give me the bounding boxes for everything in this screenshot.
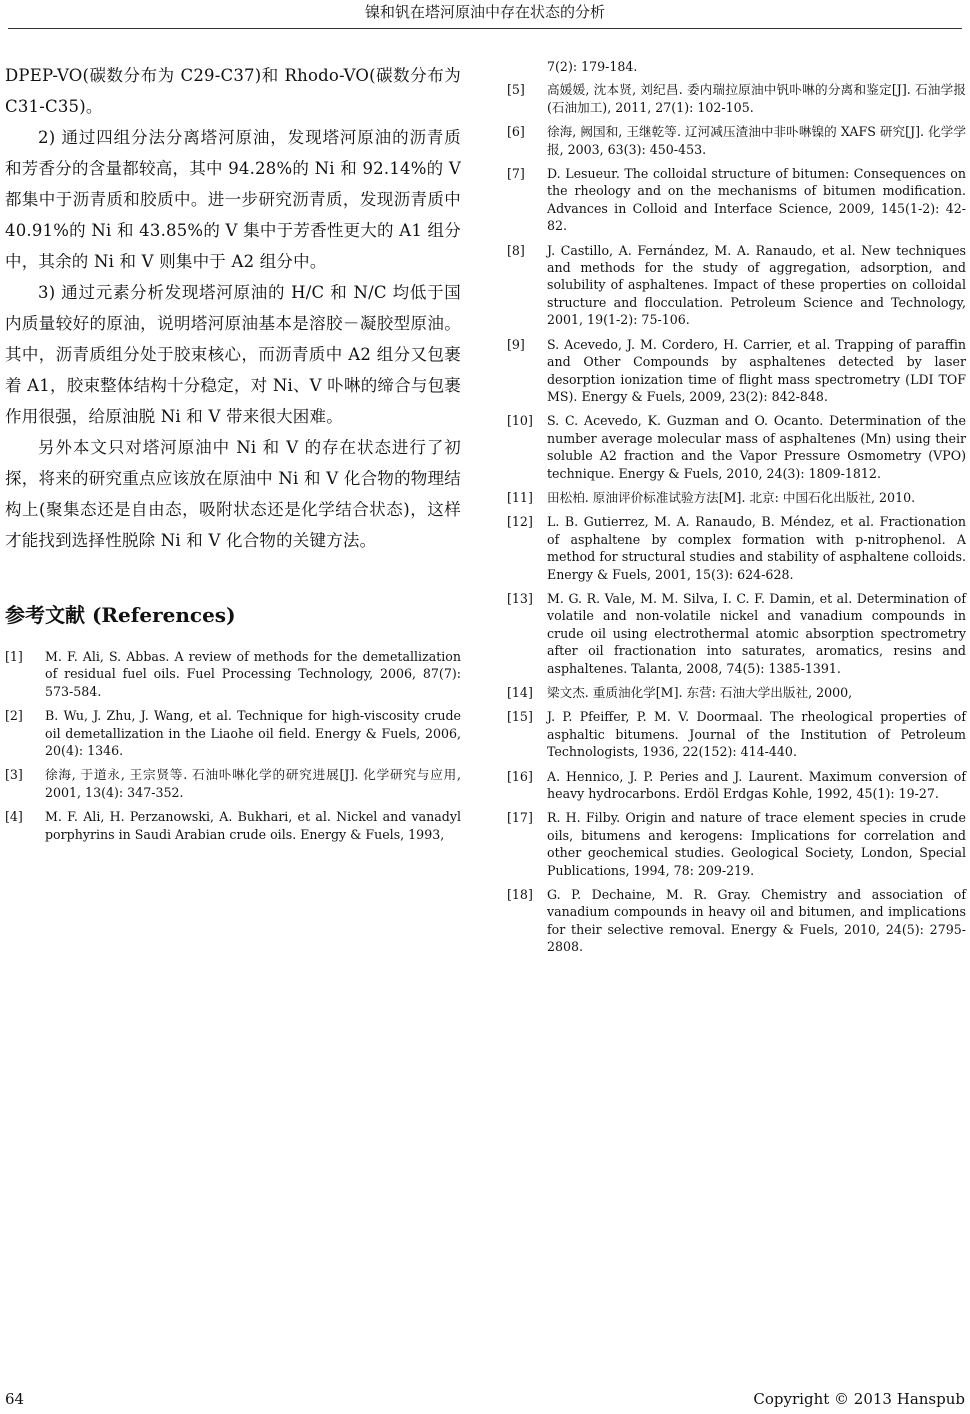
reference-item [507,513,966,583]
reference-text: J. Castillo, A. Fernández, M. A. Ranaudo, et al. New techniques and methods for the study of aggregation, adsorption, and solubility of asphaltenes. Impact of these properties on colloidal structure and flocculation. Petroleum Science and Technology, 2001, 19(1-2): 75-106. [547,242,966,328]
reference-text: 田松柏. 原油评价标准试验方法[M]. 北京: 中国石化出版社, 2010. [547,489,916,505]
reference-text: B. Wu, J. Zhu, J. Wang, et al. Technique for high-viscosity crude oil demetallization in the Liaohe oil field. Energy & Fuels, 2006, 20(4): 1346. [45,708,461,759]
reference-item [507,412,966,482]
reference-number: [15] [507,709,533,725]
page-footer [0,1388,970,1414]
reference-number: [8] [507,242,525,258]
reference-text: M. F. Ali, S. Abbas. A review of methods for the demetallization of residual fuel oils. Fuel Processing Technology, 2006, 87(7): 573-584. [45,649,461,699]
reference-text: S. Acevedo, J. M. Cordero, H. Carrier, et al. Trapping of paraffin and Other Compounds by asphaltenes detected by laser desorption ionization time of flight mass spectrometry (LDI TOF MS). Energy & Fuels, 2009, 23(2): 842-848. [547,336,966,404]
reference-number: [7] [507,166,525,182]
references-title: 参考文献 (References) [5,603,236,627]
reference-number: [18] [507,887,533,903]
reference-text: L. B. Gutierrez, M. A. Ranaudo, B. Méndez, et al. Fractionation of asphaltene by complex formation with p-nitrophenol. A method for structural studies and stability of asphaltene colloids. Energy & Fuels, 2001, 15(3): 624-628. [547,514,966,582]
reference-item [507,768,966,803]
reference-number: [2] [5,708,23,724]
reference-item [507,590,966,677]
reference-item [5,766,461,801]
body-paragraph-2: 3) 通过元素分析发现塔河原油的 H/C 和 N/C 均低于国内质量较好的原油，说明塔河原油基本是溶胶－凝胶型原油。其中，沥青质组分处于胶束核心，而沥青质中 A2 组分又包裹着 A1，胶束整体结构十分稳定，对 Ni、V 卟啉的缔合与包裹作用很强，给原油脱 Ni 和 V 带来很大困难。 [5,283,461,426]
reference-list-left [5,648,461,843]
reference-text: M. F. Ali, H. Perzanowski, A. Bukhari, et al. Nickel and vanadyl porphyrins in Saudi Arabian crude oils. Energy & Fuels, 1993, [45,809,461,842]
reference-item [5,648,461,700]
reference-number: [17] [507,810,533,826]
reference-text: 梁文杰. 重质油化学[M]. 东营: 石油大学出版社, 2000, [547,685,853,700]
reference-number: [13] [507,590,533,606]
reference-number: [11] [507,489,533,505]
reference-number: [3] [5,767,23,783]
reference-item [507,242,966,329]
reference-number: [12] [507,514,533,530]
reference-item [507,123,966,158]
reference-text: J. P. Pfeiffer, P. M. V. Doormaal. The rheological properties of asphaltic bitumens. Journal of the Institution of Petroleum Technologists, 1936, 22(152): 414-440. [547,709,966,760]
reference-number: [16] [507,768,533,784]
reference-item [507,489,966,506]
header-rule [8,28,962,29]
reference-item [507,336,966,406]
left-column [5,60,461,850]
reference-text: 徐海, 于道永, 王宗贤等. 石油卟啉化学的研究进展[J]. 化学研究与应用, 2001, 13(4): 347-352. [45,767,461,800]
body-paragraph-1: 2) 通过四组分法分离塔河原油，发现塔河原油的沥青质和芳香分的含量都较高，其中 94.28%的 Ni 和 92.14%的 V 都集中于沥青质和胶质中。进一步研究沥青质，发现沥青质中 40.91%的 Ni 和 43.85%的 V 集中于芳香性更大的 A1 组分中，其余的 Ni 和 V 则集中于 A2 组分中。 [5,128,461,271]
reference-text: G. P. Dechaine, M. R. Gray. Chemistry and association of vanadium compounds in heavy oil and bitumen, and implications for their selective removal. Energy & Fuels, 2010, 24(5): 2795-2808. [547,887,966,955]
reference-number: [5] [507,82,525,98]
reference-number: [10] [507,413,533,429]
reference-number: [9] [507,336,525,352]
reference-continuation-text: 7(2): 179-184. [547,59,638,74]
reference-text: 高媛媛, 沈本贤, 刘纪昌. 委内瑞拉原油中钒卟啉的分离和鉴定[J]. 石油学报(石油加工), 2011, 27(1): 102-105. [547,82,966,115]
body-paragraph-3: 另外本文只对塔河原油中 Ni 和 V 的存在状态进行了初探，将来的研究重点应该放在原油中 Ni 和 V 化合物的物理结构上(聚集态还是自由态，吸附状态还是化学结合状态)，这样才能找到选择性脱除 Ni 和 V 化合物的关键方法。 [5,438,461,550]
copyright-notice: Copyright © 2013 Hanspub [753,1390,965,1408]
reference-item [507,81,966,116]
reference-number: [14] [507,685,533,700]
reference-item [507,886,966,956]
reference-text: R. H. Filby. Origin and nature of trace element species in crude oils, bitumens and kerogens: Implications for correlation and other geochemical studies. Geological Society, London, Special Publications, 1994, 78: 209-219. [547,810,966,878]
reference-text: S. C. Acevedo, K. Guzman and O. Ocanto. Determination of the number average molecular mass of asphaltenes (Mn) using their soluble A2 fraction and the Vapor Pressure Osmometry (VPO) technique. Energy & Fuels, 2010, 24(3): 1809-1812. [547,413,966,481]
reference-item [5,808,461,843]
reference-text: A. Hennico, J. P. Peries and J. Laurent. Maximum conversion of heavy hydrocarbons. Erdöl Erdgas Kohle, 1992, 45(1): 19-27. [547,768,966,802]
reference-item [5,707,461,759]
reference-item [507,165,966,235]
reference-text: D. Lesueur. The colloidal structure of bitumen: Consequences on the rheology and on the mechanisms of bitumen modification. Advances in Colloid and Interface Science, 2009, 145(1-2): 42-82. [547,166,966,234]
running-header: 镍和钒在塔河原油中存在状态的分析 [364,3,605,21]
reference-number: [6] [507,124,525,140]
body-paragraph-0: DPEP-VO(碳数分布为 C29-C37)和 Rhodo-VO(碳数分布为 C31-C35)。 [5,66,461,116]
reference-item [507,809,966,879]
reference-number: [4] [5,809,23,825]
right-column [507,58,966,963]
reference-text: 徐海, 阙国和, 王继乾等. 辽河减压渣油中非卟啉镍的 XAFS 研究[J]. 化学学报, 2003, 63(3): 450-453. [547,124,966,157]
reference-item [507,708,966,760]
reference-text: M. G. R. Vale, M. M. Silva, I. C. F. Damin, et al. Determination of volatile and non-volatile nickel and vanadium compounds in crude oil using electrothermal atomic absorption spectrometry after oil fractionation into saturates, aromatics, resins and asphaltenes. Talanta, 2008, 74(5): 1385-1391. [547,590,966,676]
reference-number: [1] [5,649,23,664]
reference-continuation [507,58,966,75]
reference-item [507,684,966,701]
page-number: 64 [5,1390,25,1408]
